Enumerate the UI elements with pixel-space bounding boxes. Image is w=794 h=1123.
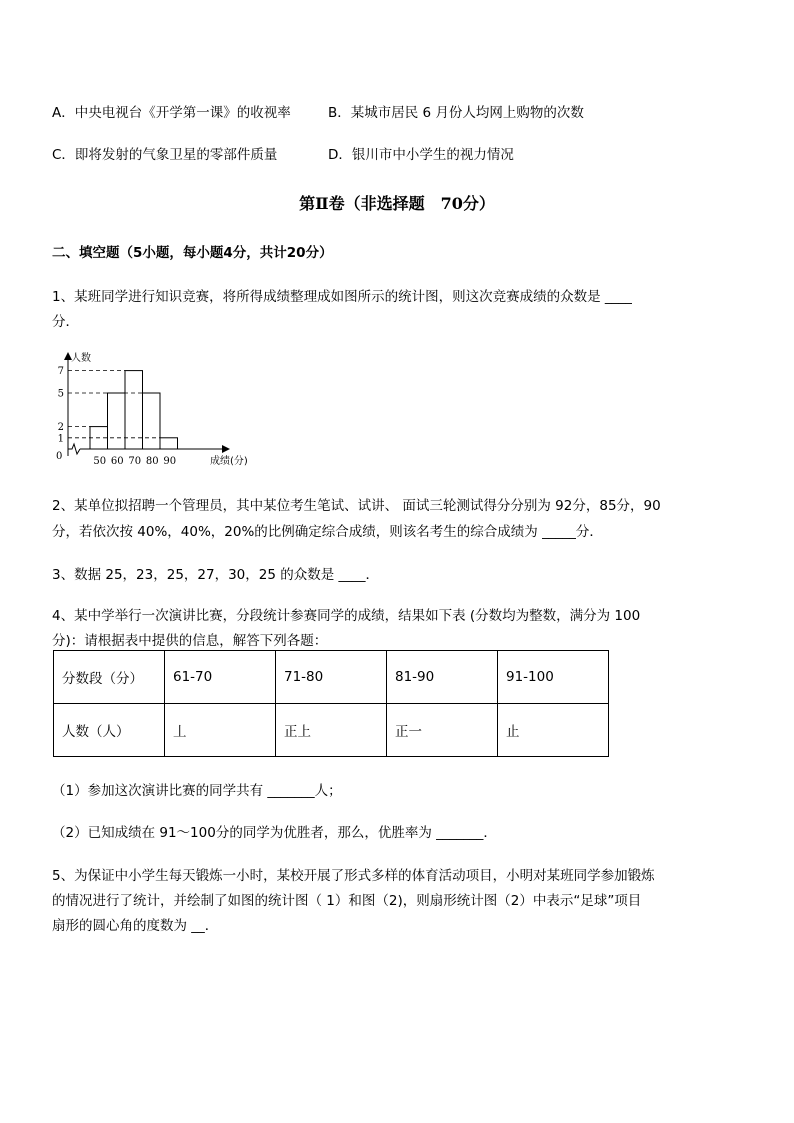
bar-90	[160, 438, 178, 449]
axis-break	[68, 444, 80, 454]
table-cell: 61-70	[165, 651, 276, 704]
q2-line2: 分，若依次按 40%，40%，20%的比例确定综合成绩，则该名考生的综合成绩为 _____分．	[52, 524, 603, 540]
x-tick-label: 90	[163, 456, 177, 467]
x-tick-label: 80	[145, 456, 159, 467]
y-axis-label: 人数	[71, 353, 91, 364]
option-c: C．即将发射的气象卫星的零部件质量	[52, 147, 278, 163]
table-row-header	[54, 651, 609, 704]
x-axis-label: 成绩(分)	[210, 456, 248, 467]
table-cell: 丄	[165, 704, 276, 757]
table-cell: 分数段（分）	[54, 651, 165, 704]
option-d: D．银川市中小学生的视力情况	[328, 147, 514, 163]
table-cell: 81-90	[387, 651, 498, 704]
x-tick-label: 70	[128, 456, 142, 467]
q4-sub2: （2）已知成绩在 91～100分的同学为优胜者，那么，优胜率为 _______．	[52, 825, 497, 841]
score-histogram	[54, 348, 264, 470]
q5-line2: 的情况进行了统计，并绘制了如图的统计图（ 1）和图（2)，则扇形统计图（2）中表示“足球”项目	[52, 893, 642, 909]
origin-label: 0	[56, 451, 63, 462]
bar-80	[143, 393, 161, 449]
part-title: 第Ⅱ卷（非选择题 70分）	[299, 194, 495, 213]
y-tick-label: 2	[57, 422, 64, 434]
table-cell: 71-80	[276, 651, 387, 704]
q1-line1: 1、某班同学进行知识竞赛，将所得成绩整理成如图所示的统计图，则这次竞赛成绩的众数是 ____	[52, 289, 632, 305]
y-tick-label: 7	[57, 366, 64, 378]
q4-line1: 4、某中学举行一次演讲比赛，分段统计参赛同学的成绩，结果如下表 (分数均为整数，满分为 100	[52, 608, 641, 624]
table-cell: 正一	[387, 704, 498, 757]
option-a: A．中央电视台《开学第一课》的收视率	[52, 105, 291, 121]
option-b: B．某城市居民 6 月份人均网上购物的次数	[328, 105, 584, 121]
q4-line2: 分)：请根据表中提供的信息，解答下列各题：	[52, 633, 328, 649]
q4-sub1: （1）参加这次演讲比赛的同学共有 _______人；	[52, 783, 342, 799]
table-cell: 正上	[276, 704, 387, 757]
section-heading: 二、填空题（5小题，每小题4分，共计20分）	[52, 245, 333, 261]
q1-line2: 分．	[52, 314, 79, 330]
table-cell: 人数（人）	[54, 704, 165, 757]
y-tick-label: 5	[57, 388, 64, 400]
q2-line1: 2、某单位拟招聘一个管理员，其中某位考生笔试、试讲、 面试三轮测试得分分别为 92分，85分，90	[52, 498, 661, 514]
x-tick-label: 50	[93, 456, 107, 467]
y-tick-label: 1	[57, 433, 64, 445]
score-table	[53, 650, 609, 757]
q5-line3: 扇形的圆心角的度数为 __．	[52, 918, 219, 934]
q5-line1: 5、为保证中小学生每天锻炼一小时，某校开展了形式多样的体育活动项目，小明对某班同学参加锻炼	[52, 868, 655, 884]
table-cell: 91-100	[498, 651, 609, 704]
q3-line1: 3、数据 25，23，25，27，30，25 的众数是 ____．	[52, 567, 380, 583]
table-cell: 止	[498, 704, 609, 757]
bar-70	[125, 371, 143, 449]
table-row-count	[54, 704, 609, 757]
x-tick-label: 60	[110, 456, 124, 467]
bar-60	[108, 393, 126, 449]
